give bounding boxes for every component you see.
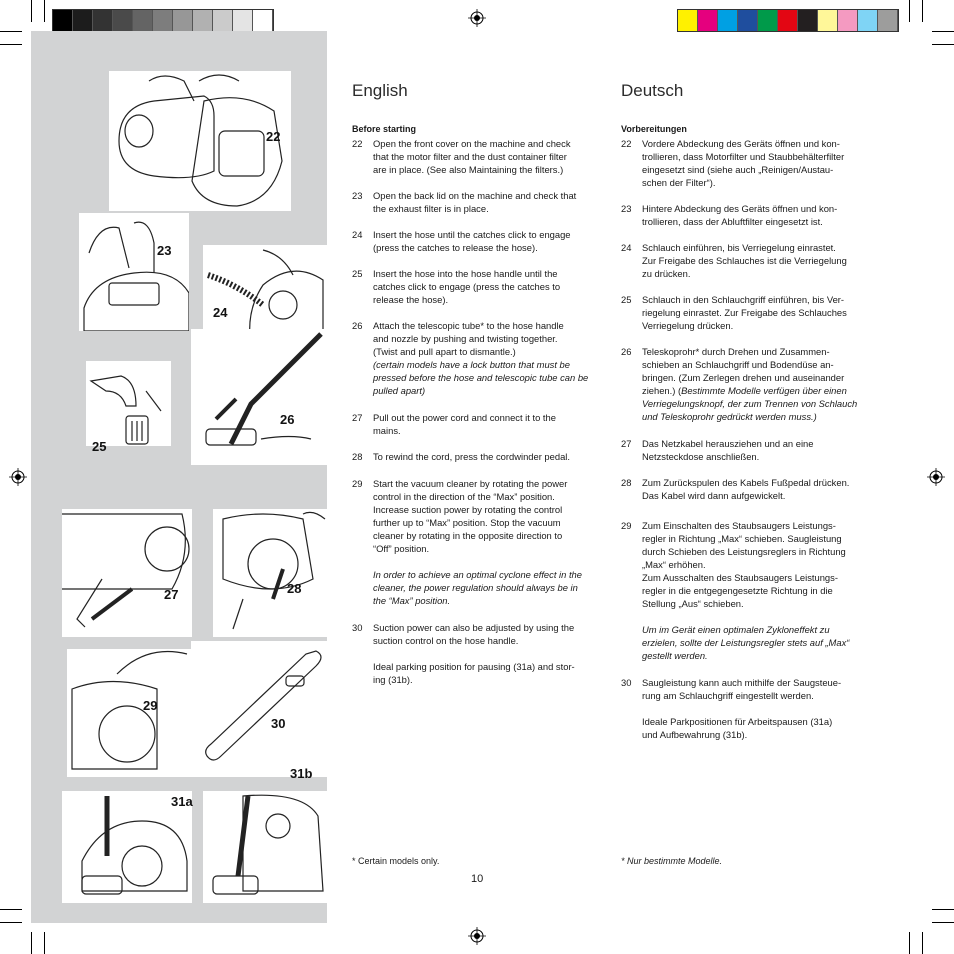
grayscale-swatch — [73, 10, 93, 31]
instruction-line: zu drücken. — [642, 268, 691, 279]
instruction-line: ing (31b). — [373, 674, 413, 685]
process-color-swatch — [798, 10, 818, 31]
registration-mark-icon — [468, 927, 486, 945]
crop-mark — [31, 932, 32, 954]
process-color-swatch — [878, 10, 898, 31]
telescopic-tube-illustration — [191, 329, 327, 465]
instruction-line: schieben an Schlauchgriff und Bodendüse an- — [642, 359, 834, 370]
figure-number: 24 — [213, 305, 228, 320]
instruction-number: 30 — [352, 622, 363, 633]
instruction-line: Netzsteckdose anschließen. — [642, 451, 760, 462]
instruction-number: 22 — [352, 138, 363, 149]
process-color-swatch — [738, 10, 758, 31]
instruction-line: To rewind the cord, press the cordwinder pedal. — [373, 451, 570, 462]
instruction-line: Zum Zurückspulen des Kabels Fußpedal drücken. — [642, 477, 850, 488]
instruction-line: Pull out the power cord and connect it to the — [373, 412, 556, 423]
crop-mark — [0, 44, 22, 45]
crop-mark — [31, 0, 32, 22]
instruction-line: Vordere Abdeckung des Geräts öffnen und kon- — [642, 138, 840, 149]
power-control-rotate-illustration — [67, 649, 193, 777]
instruction-line: durch Schieben des Leistungsreglers in Richtung — [642, 546, 846, 557]
grayscale-swatch — [93, 10, 113, 31]
instruction-line: Teleskoprohr* durch Drehen und Zusammen- — [642, 346, 830, 357]
suction-control-handle-illustration — [191, 641, 327, 777]
instruction-line: eingesetzt sind (siehe auch „Reinigen/Austau- — [642, 164, 834, 175]
process-color-swatch — [838, 10, 858, 31]
instruction-line: further up to “Max” position. Stop the vacuum — [373, 517, 561, 528]
instruction-line: and nozzle by pushing and twisting together. — [373, 333, 558, 344]
grayscale-color-bar — [52, 9, 274, 32]
crop-mark — [922, 932, 923, 954]
instruction-line: “Off” position. — [373, 543, 430, 554]
instruction-line: (press the catches to release the hose). — [373, 242, 538, 253]
english-section-heading: Before starting — [352, 124, 417, 134]
instruction-line: Stellung „Aus“ schieben. — [642, 598, 744, 609]
instruction-line: Zum Einschalten des Staubsaugers Leistungs- — [642, 520, 836, 531]
instruction-number: 22 — [621, 138, 632, 149]
instruction-line: schen der Filter“). — [642, 177, 716, 188]
figure-number: 28 — [287, 581, 302, 596]
process-color-swatch — [778, 10, 798, 31]
instruction-line: that the motor filter and the dust container filter — [373, 151, 567, 162]
instruction-number: 28 — [621, 477, 632, 488]
pull-power-cord-illustration — [62, 509, 192, 637]
grayscale-swatch — [213, 10, 233, 31]
illustration-sidebar — [31, 31, 327, 923]
process-color-bar — [677, 9, 899, 32]
instruction-line: regler in Richtung „Max“ schieben. Saugleistung — [642, 533, 842, 544]
instruction-line — [642, 384, 847, 397]
vacuum-open-front-cover-illustration — [109, 71, 291, 211]
grayscale-swatch — [193, 10, 213, 31]
instruction-line: Verriegelung drücken. — [642, 320, 734, 331]
process-color-swatch — [858, 10, 878, 31]
instruction-line: the “Max” position. — [373, 595, 451, 606]
instruction-line: Schlauch in den Schlauchgriff einführen, bis Ver- — [642, 294, 845, 305]
crop-mark — [44, 0, 45, 22]
instruction-line: control in the direction of the “Max” position. — [373, 491, 555, 502]
instruction-line: (Twist and pull apart to dismantle.) — [373, 346, 516, 357]
instruction-line: Hintere Abdeckung des Geräts öffnen und kon- — [642, 203, 838, 214]
registration-mark-icon — [9, 468, 27, 486]
process-color-swatch — [818, 10, 838, 31]
instruction-line: regler in die entgegengesetzte Richtung in die — [642, 585, 833, 596]
instruction-line: Ideale Parkpositionen für Arbeitspausen (31a) — [642, 716, 833, 727]
instruction-line: Attach the telescopic tube* to the hose handle — [373, 320, 564, 331]
grayscale-swatch — [233, 10, 253, 31]
figure-number: 22 — [266, 129, 281, 144]
instruction-number: 29 — [352, 478, 363, 489]
figure-number: 31a — [171, 794, 193, 809]
crop-mark — [932, 909, 954, 910]
figure-number: 25 — [92, 439, 107, 454]
instruction-line: Schlauch einführen, bis Verriegelung einrastet. — [642, 242, 836, 253]
crop-mark — [0, 909, 22, 910]
figure-number: 30 — [271, 716, 286, 731]
instruction-line: cleaner by rotating in the opposite direction to — [373, 530, 563, 541]
instruction-line: pressed before the hose and telescopic tube can be — [373, 372, 589, 383]
instruction-number: 26 — [352, 320, 363, 331]
instruction-line: gestellt werden. — [642, 650, 708, 661]
instruction-line: Verriegelungsknopf, der zum Trennen von Schlauch — [642, 398, 858, 409]
registration-mark-icon — [468, 9, 486, 27]
instruction-text: ziehen.) ( — [642, 385, 682, 396]
deutsch-footnote: * Nur bestimmte Modelle. — [621, 856, 723, 866]
crop-mark — [932, 44, 954, 45]
parking-position-storage-illustration — [203, 791, 327, 903]
instruction-number: 30 — [621, 677, 632, 688]
instruction-line: are in place. (See also Maintaining the filters.) — [373, 164, 564, 175]
instruction-line: trollieren, dass der Abluftfilter eingesetzt ist. — [642, 216, 823, 227]
crop-mark — [0, 31, 22, 32]
english-footnote: * Certain models only. — [352, 856, 440, 866]
rewind-cord-pedal-illustration — [213, 509, 327, 637]
english-instructions — [352, 137, 607, 857]
instruction-number: 29 — [621, 520, 632, 531]
instruction-line: rung am Schlauchgriff eingestellt werden. — [642, 690, 814, 701]
instruction-line: cleaner, the power regulation should always be in — [373, 582, 578, 593]
instruction-line: Insert the hose until the catches click to engage — [373, 229, 571, 240]
instruction-line: mains. — [373, 425, 401, 436]
instruction-line: In order to achieve an optimal cyclone effect in the — [373, 569, 582, 580]
crop-mark — [932, 31, 954, 32]
instruction-line: bringen. (Zum Zerlegen drehen und auseinander — [642, 372, 845, 383]
instruction-number: 23 — [621, 203, 632, 214]
grayscale-swatch — [53, 10, 73, 31]
instruction-line: catches click to engage (press the catches to — [373, 281, 561, 292]
instruction-line: Start the vacuum cleaner by rotating the power — [373, 478, 568, 489]
grayscale-swatch — [133, 10, 153, 31]
figure-number: 31b — [290, 766, 313, 781]
instruction-number: 28 — [352, 451, 363, 462]
instruction-line: „Max“ erhöhen. — [642, 559, 706, 570]
instruction-line: trollieren, dass Motorfilter und Staubbehälterfilter — [642, 151, 845, 162]
instruction-line: Das Netzkabel herausziehen und an eine — [642, 438, 814, 449]
instruction-number: 26 — [621, 346, 632, 357]
process-color-swatch — [678, 10, 698, 31]
figure-number: 27 — [164, 587, 179, 602]
instruction-line: riegelung einrastet. Zur Freigabe des Schlauches — [642, 307, 847, 318]
grayscale-swatch — [253, 10, 273, 31]
crop-mark — [909, 0, 910, 22]
instruction-line: Das Kabel wird dann aufgewickelt. — [642, 490, 786, 501]
instruction-line: release the hose). — [373, 294, 449, 305]
instruction-line: Insert the hose into the hose handle until the — [373, 268, 558, 279]
figure-number: 26 — [280, 412, 295, 427]
instruction-line: Um im Gerät einen optimalen Zykloneffekt zu — [642, 624, 830, 635]
instruction-number: 23 — [352, 190, 363, 201]
instruction-line: und Teleskoprohr gedrückt werden muss.) — [642, 411, 817, 422]
instruction-number: 27 — [352, 412, 363, 423]
instruction-line: und Aufbewahrung (31b). — [642, 729, 748, 740]
instruction-line: Increase suction power by rotating the control — [373, 504, 563, 515]
figure-number: 23 — [157, 243, 172, 258]
page-number: 10 — [471, 873, 484, 885]
registration-mark-icon — [927, 468, 945, 486]
process-color-swatch — [698, 10, 718, 31]
deutsch-instructions — [621, 137, 881, 857]
instruction-line: Zur Freigabe des Schlauches ist die Verriegelung — [642, 255, 847, 266]
instruction-line: Zum Ausschalten des Staubsaugers Leistungs- — [642, 572, 838, 583]
deutsch-title: Deutsch — [621, 81, 684, 100]
instruction-number: 24 — [621, 242, 632, 253]
crop-mark — [922, 0, 923, 22]
crop-mark — [0, 922, 22, 923]
instruction-line: Saugleistung kann auch mithilfe der Saugsteue- — [642, 677, 842, 688]
instruction-number: 24 — [352, 229, 363, 240]
deutsch-section-heading: Vorbereitungen — [621, 124, 687, 134]
instruction-line: Suction power can also be adjusted by using the — [373, 622, 575, 633]
instruction-line: pulled apart) — [373, 385, 426, 396]
instruction-note: Bestimmte Modelle verfügen über einen — [681, 385, 847, 396]
instruction-line: Ideal parking position for pausing (31a) and stor- — [373, 661, 575, 672]
grayscale-swatch — [113, 10, 133, 31]
instruction-line: (certain models have a lock button that must be — [373, 359, 570, 370]
grayscale-swatch — [173, 10, 193, 31]
hose-handle-illustration — [86, 361, 171, 446]
vacuum-open-back-lid-illustration — [79, 213, 189, 331]
figure-number: 29 — [143, 698, 158, 713]
instruction-number: 25 — [621, 294, 632, 305]
instruction-line: erzielen, sollte der Leistungsregler stets auf „Max“ — [642, 637, 850, 648]
instruction-line: suction control on the hose handle. — [373, 635, 519, 646]
english-title: English — [352, 81, 408, 100]
instruction-number: 27 — [621, 438, 632, 449]
instruction-line: Open the front cover on the machine and check — [373, 138, 571, 149]
crop-mark — [932, 922, 954, 923]
crop-mark — [909, 932, 910, 954]
process-color-swatch — [718, 10, 738, 31]
instruction-line: the exhaust filter is in place. — [373, 203, 489, 214]
instruction-line: Open the back lid on the machine and check that — [373, 190, 577, 201]
grayscale-swatch — [153, 10, 173, 31]
crop-mark — [44, 932, 45, 954]
process-color-swatch — [758, 10, 778, 31]
instruction-number: 25 — [352, 268, 363, 279]
